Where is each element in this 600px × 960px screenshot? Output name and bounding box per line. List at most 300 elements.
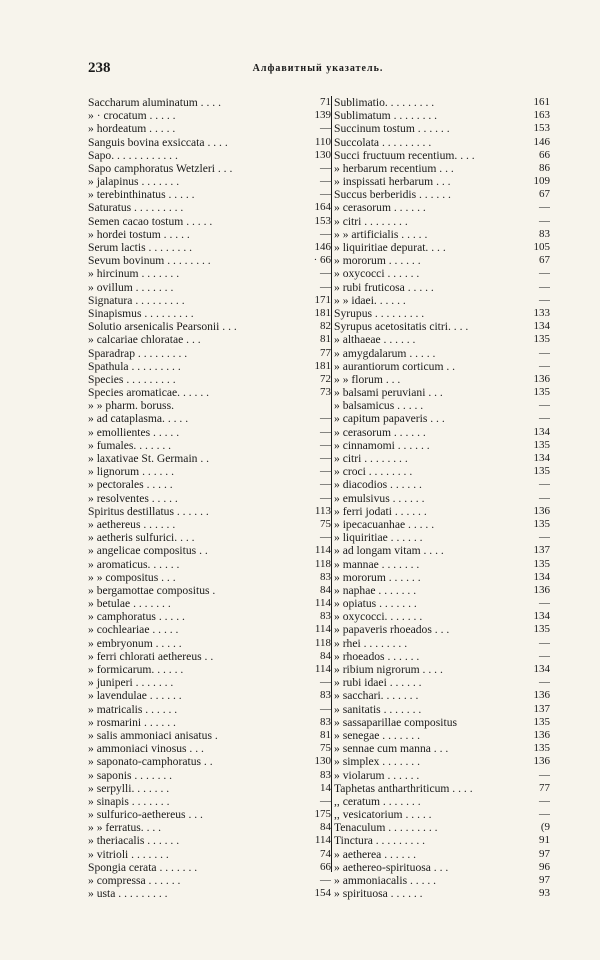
entry-term: Sublimatio. . . . . . . . . xyxy=(334,96,435,109)
index-entry xyxy=(88,742,331,755)
index-entry xyxy=(332,755,550,768)
entry-page-number: 136 xyxy=(533,583,550,596)
index-entry xyxy=(332,307,550,320)
index-entry xyxy=(332,689,550,702)
entry-term: » cinnamomi . . . . . . xyxy=(334,438,430,452)
entry-page-number: 86 xyxy=(539,161,550,174)
entry-term: » resolventes . . . . . xyxy=(88,491,178,505)
index-entry xyxy=(88,465,331,478)
entry-term: Semen cacao tostum . . . . . xyxy=(88,214,213,228)
entry-term: » formicarum. . . . . . xyxy=(88,663,184,677)
entry-page-number: — xyxy=(539,346,550,359)
index-entry xyxy=(88,333,331,346)
entry-term: » laxativae St. Germain . . xyxy=(88,452,210,466)
entry-term: » matricalis . . . . . . xyxy=(88,702,178,716)
index-entry xyxy=(332,175,550,188)
entry-page-number: 72 xyxy=(320,372,331,385)
index-entry xyxy=(332,848,550,861)
entry-page-number: 136 xyxy=(533,689,550,702)
entry-term: Sublimatum . . . . . . . . xyxy=(334,109,438,123)
entry-term: » balsami peruviani . . . xyxy=(334,386,443,400)
entry-term: » pectorales . . . . . xyxy=(88,478,173,492)
entry-page-number: 175 xyxy=(314,808,331,821)
entry-page-number: 181 xyxy=(314,359,331,372)
entry-page-number: 97 xyxy=(539,874,550,887)
index-entry xyxy=(332,795,550,808)
index-entry xyxy=(88,96,331,109)
entry-term: » liquiritiae depurat. . . . xyxy=(334,241,446,255)
index-entry xyxy=(88,716,331,729)
entry-page-number: 105 xyxy=(533,241,550,254)
entry-page-number: 134 xyxy=(533,610,550,623)
entry-page-number: 135 xyxy=(533,518,550,530)
index-entry xyxy=(88,307,331,320)
entry-page-number: 133 xyxy=(533,307,550,319)
entry-page-number: — xyxy=(320,491,331,504)
index-entry xyxy=(332,610,550,623)
index-entry xyxy=(88,518,331,531)
entry-page-number: 83 xyxy=(320,570,331,583)
entry-term: » citri . . . . . . . . xyxy=(334,452,408,466)
entry-page-number: 114 xyxy=(314,597,331,610)
entry-page-number: — xyxy=(320,676,331,689)
entry-term: ,, vesicatorium . . . . . xyxy=(334,808,432,822)
entry-term: » saponato-camphoratus . . xyxy=(88,755,213,769)
index-entry xyxy=(88,492,331,505)
entry-term: » ovillum . . . . . . . xyxy=(88,280,174,294)
entry-page-number: 71 xyxy=(320,96,331,108)
index-entry xyxy=(332,571,550,584)
index-entry xyxy=(332,228,550,241)
index-entry xyxy=(88,267,331,280)
index-entry xyxy=(332,558,550,571)
entry-page-number: 77 xyxy=(539,781,550,794)
index-entry xyxy=(332,413,550,426)
entry-term: Syrupus acetositatis citri. . . . xyxy=(334,320,469,334)
index-entry xyxy=(88,241,331,254)
entry-term: » vitrioli . . . . . . . xyxy=(88,847,169,861)
entry-term: » inspissati herbarum . . . xyxy=(334,175,451,189)
entry-term: » serpylli. . . . . . . xyxy=(88,781,170,795)
entry-term: » herbarum recentium . . . xyxy=(334,161,454,175)
entry-term: » saponis . . . . . . . xyxy=(88,768,173,782)
entry-page-number: 164 xyxy=(314,201,331,214)
index-entry xyxy=(88,848,331,861)
entry-page-number: 66 xyxy=(320,860,331,873)
entry-term: » » ferratus. . . . xyxy=(88,821,162,835)
index-entry xyxy=(332,782,550,795)
entry-page-number: — xyxy=(539,399,550,412)
index-entry xyxy=(332,267,550,280)
entry-term: Solutio arsenicalis Pearsonii . . . xyxy=(88,320,237,334)
entry-term: » sassaparillae compositus xyxy=(334,715,457,729)
entry-page-number: 134 xyxy=(533,570,550,583)
index-entry xyxy=(332,162,550,175)
entry-page-number: 73 xyxy=(320,386,331,399)
entry-page-number: — xyxy=(320,161,331,174)
index-entry xyxy=(88,281,331,294)
entry-page-number: 84 xyxy=(320,821,331,834)
entry-term: » oxycocci . . . . . . xyxy=(334,267,420,281)
index-entry xyxy=(332,439,550,452)
entry-term: Saccharum aluminatum . . . . xyxy=(88,96,221,109)
entry-page-number: — xyxy=(539,768,550,781)
entry-term: » hircinum . . . . . . . xyxy=(88,267,180,281)
entry-term: » betulae . . . . . . . xyxy=(88,597,171,611)
index-entry xyxy=(88,531,331,544)
entry-page-number: 96 xyxy=(539,860,550,873)
entry-term: » diacodios . . . . . . xyxy=(334,478,422,492)
entry-page-number: (9 xyxy=(540,821,550,834)
entry-term: ,, ceratum . . . . . . . xyxy=(334,794,421,808)
index-entry xyxy=(332,333,550,346)
entry-term: » rhoeados . . . . . . xyxy=(334,649,420,663)
index-entry xyxy=(332,835,550,848)
entry-term: » capitum papaveris . . . xyxy=(334,412,445,426)
entry-term: » violarum . . . . . . xyxy=(334,768,420,782)
entry-term: Succus berberidis . . . . . . xyxy=(334,188,451,202)
entry-page-number: — xyxy=(539,293,550,306)
entry-page-number: 134 xyxy=(533,320,550,333)
entry-page-number: — xyxy=(539,214,550,227)
index-entry xyxy=(88,426,331,439)
entry-page-number: 84 xyxy=(320,583,331,596)
index-entry xyxy=(88,175,331,188)
entry-page-number: — xyxy=(320,280,331,293)
entry-term: » rosmarini . . . . . . xyxy=(88,715,176,729)
entry-page-number: 14 xyxy=(320,781,331,794)
index-entry xyxy=(88,439,331,452)
entry-term: Signatura . . . . . . . . . xyxy=(88,293,185,307)
entry-page-number: — xyxy=(539,267,550,280)
index-entry xyxy=(88,571,331,584)
index-entry xyxy=(88,782,331,795)
entry-page-number: — xyxy=(320,531,331,544)
index-entry xyxy=(88,650,331,663)
entry-page-number: 171 xyxy=(314,293,331,306)
entry-term: » oxycocci. . . . . . . xyxy=(334,610,423,624)
entry-page-number: 109 xyxy=(533,175,550,188)
entry-term: » liquiritiae . . . . . . xyxy=(334,531,423,545)
index-entry xyxy=(332,676,550,689)
index-entry xyxy=(332,109,550,122)
entry-term: » hordeatum . . . . . xyxy=(88,122,176,136)
entry-page-number: 74 xyxy=(320,847,331,860)
entry-page-number: 77 xyxy=(320,346,331,359)
entry-page-number: — xyxy=(539,412,550,425)
entry-term: » aurantiorum corticum . . xyxy=(334,359,456,373)
entry-term: » emollientes . . . . . xyxy=(88,425,180,439)
entry-term: » cochleariae . . . . . xyxy=(88,623,179,637)
entry-term: » aetherea . . . . . . xyxy=(334,847,417,861)
index-entry xyxy=(332,861,550,874)
entry-page-number: — xyxy=(320,794,331,807)
index-entry xyxy=(88,386,331,399)
index-entry xyxy=(88,149,331,162)
index-entry xyxy=(332,808,550,821)
index-entry xyxy=(88,188,331,201)
page-header xyxy=(88,60,548,80)
index-entry xyxy=(332,202,550,215)
index-entry xyxy=(332,505,550,518)
entry-term: » ammoniaci vinosus . . . xyxy=(88,742,204,756)
entry-page-number: 139 xyxy=(314,109,331,122)
entry-term: » emulsivus . . . . . . xyxy=(334,491,425,505)
entry-page-number: 135 xyxy=(533,438,550,451)
entry-page-number: — xyxy=(320,874,331,887)
entry-page-number: — xyxy=(320,267,331,280)
entry-page-number: — xyxy=(320,175,331,188)
index-entry xyxy=(332,452,550,465)
entry-page-number: 75 xyxy=(320,742,331,755)
entry-page-number: 153 xyxy=(533,122,550,135)
entry-page-number: — xyxy=(539,808,550,821)
index-entry xyxy=(332,386,550,399)
entry-page-number: — xyxy=(539,280,550,293)
index-entry xyxy=(332,703,550,716)
entry-page-number: 66 xyxy=(539,148,550,161)
entry-term: » ferri jodati . . . . . . xyxy=(334,504,427,518)
entry-term: » aethereus . . . . . . xyxy=(88,518,176,531)
index-entry xyxy=(88,676,331,689)
entry-term: Sinapismus . . . . . . . . . xyxy=(88,307,194,320)
entry-page-number: — xyxy=(539,676,550,689)
index-entry xyxy=(88,821,331,834)
index-column-left xyxy=(88,96,331,901)
entry-page-number: 67 xyxy=(539,188,550,201)
entry-page-number: — xyxy=(539,478,550,491)
entry-page-number: 136 xyxy=(533,729,550,741)
entry-term: » · crocatum . . . . . xyxy=(88,109,176,123)
entry-page-number: 135 xyxy=(533,386,550,399)
entry-term: Tinctura . . . . . . . . . xyxy=(334,834,426,848)
index-entry xyxy=(332,215,550,228)
entry-page-number: — xyxy=(320,188,331,201)
entry-page-number: — xyxy=(320,438,331,451)
entry-page-number: 154 xyxy=(314,887,331,900)
entry-page-number: — xyxy=(539,597,550,610)
entry-term: » rhei . . . . . . . . xyxy=(334,636,408,650)
entry-term: » bergamottae compositus . xyxy=(88,583,216,597)
index-entry xyxy=(332,399,550,412)
index-entry xyxy=(88,663,331,676)
entry-term: » simplex . . . . . . . xyxy=(334,755,420,769)
entry-page-number: 137 xyxy=(533,702,550,715)
entry-page-number: 81 xyxy=(320,333,331,346)
entry-term: Succolata . . . . . . . . . xyxy=(334,135,432,149)
entry-page-number: 91 xyxy=(539,834,550,847)
index-entry xyxy=(88,861,331,874)
entry-term: » naphae . . . . . . . xyxy=(334,583,417,597)
entry-page-number: 135 xyxy=(533,465,550,478)
entry-term: » sacchari. . . . . . . xyxy=(334,689,419,703)
entry-page-number: 67 xyxy=(539,254,550,267)
index-entry xyxy=(332,320,550,333)
index-entry xyxy=(88,478,331,491)
entry-term: » ad cataplasma. . . . . xyxy=(88,412,189,426)
entry-page-number: — xyxy=(320,478,331,491)
entry-term: » aethereo-spirituosa . . . xyxy=(334,860,449,874)
index-column-right xyxy=(332,96,550,901)
entry-page-number: 113 xyxy=(314,504,331,517)
index-entry xyxy=(88,544,331,557)
index-columns xyxy=(88,96,550,901)
index-entry xyxy=(88,202,331,215)
entry-page-number: 161 xyxy=(533,96,550,108)
index-entry xyxy=(332,347,550,360)
entry-page-number: 114 xyxy=(314,544,331,557)
entry-page-number: 114 xyxy=(314,623,331,636)
entry-term: Sevum bovinum . . . . . . . . xyxy=(88,254,211,268)
entry-page-number: 134 xyxy=(533,425,550,438)
entry-term: Spongia cerata . . . . . . . xyxy=(88,860,198,874)
entry-term: » althaeae . . . . . . xyxy=(334,333,416,347)
entry-page-number: — xyxy=(320,425,331,438)
entry-term: » senegae . . . . . . . xyxy=(334,729,420,742)
index-entry xyxy=(88,558,331,571)
entry-page-number: — xyxy=(539,794,550,807)
entry-page-number: 81 xyxy=(320,729,331,741)
entry-page-number: 136 xyxy=(533,504,550,517)
entry-page-number: 114 xyxy=(314,834,331,847)
index-entry xyxy=(332,136,550,149)
entry-term: » lavendulae . . . . . . xyxy=(88,689,182,703)
index-entry xyxy=(88,347,331,360)
entry-page-number: 135 xyxy=(533,333,550,346)
entry-page-number: — xyxy=(539,491,550,504)
index-entry xyxy=(88,109,331,122)
index-entry xyxy=(332,373,550,386)
index-entry xyxy=(332,597,550,610)
index-entry xyxy=(332,887,550,900)
entry-term: Taphetas antharthriticum . . . . xyxy=(334,781,473,795)
entry-page-number: · 66 xyxy=(313,254,331,267)
entry-term: » fumales. . . . . . . xyxy=(88,438,172,452)
entry-term: » camphoratus . . . . . xyxy=(88,610,185,624)
entry-page-number: — xyxy=(320,227,331,240)
index-entry xyxy=(88,228,331,241)
index-entry xyxy=(332,544,550,557)
entry-page-number: 146 xyxy=(533,135,550,148)
index-entry xyxy=(332,188,550,201)
index-entry xyxy=(332,465,550,478)
index-entry xyxy=(88,808,331,821)
entry-term: » » pharm. boruss. xyxy=(88,399,174,413)
entry-page-number: 136 xyxy=(533,755,550,768)
index-entry xyxy=(332,492,550,505)
entry-term: Succi fructuum recentium. . . . xyxy=(334,148,475,162)
index-entry xyxy=(332,360,550,373)
index-entry xyxy=(88,835,331,848)
entry-term: » ammoniacalis . . . . . xyxy=(334,874,437,888)
entry-page-number: 82 xyxy=(320,320,331,333)
index-entry xyxy=(88,689,331,702)
entry-term: » embryonum . . . . . xyxy=(88,636,182,650)
entry-page-number: 93 xyxy=(539,887,550,900)
index-entry xyxy=(332,637,550,650)
index-entry xyxy=(88,399,331,412)
entry-term: Species . . . . . . . . . xyxy=(88,372,176,386)
entry-page-number: 146 xyxy=(314,241,331,254)
entry-term: » sennae cum manna . . . xyxy=(334,742,449,756)
entry-page-number: 135 xyxy=(533,742,550,755)
entry-page-number: 135 xyxy=(533,557,550,570)
entry-term: » usta . . . . . . . . . xyxy=(88,887,168,901)
entry-term: Sanguis bovina exsiccata . . . . xyxy=(88,135,228,149)
index-entry xyxy=(332,584,550,597)
entry-term: » aromaticus. . . . . . xyxy=(88,557,180,571)
entry-term: » compressa . . . . . . xyxy=(88,874,181,888)
entry-term: » » florum . . . xyxy=(334,372,401,386)
entry-term: » ribium nigrorum . . . . xyxy=(334,663,443,677)
index-entry xyxy=(332,241,550,254)
entry-term: » rubi fruticosa . . . . . xyxy=(334,280,434,294)
index-entry xyxy=(332,531,550,544)
index-entry xyxy=(88,505,331,518)
entry-term: » hordei tostum . . . . . xyxy=(88,227,190,241)
entry-term: » papaveris rhoeados . . . xyxy=(334,623,450,637)
entry-page-number: 135 xyxy=(533,715,550,728)
entry-page-number: 118 xyxy=(314,557,331,570)
index-entry xyxy=(88,254,331,267)
index-entry xyxy=(332,729,550,742)
entry-page-number: 130 xyxy=(314,755,331,768)
entry-page-number: 75 xyxy=(320,518,331,530)
entry-page-number: 181 xyxy=(314,307,331,319)
entry-term: » jalapinus . . . . . . . xyxy=(88,175,180,189)
entry-term: » amygdalarum . . . . . xyxy=(334,346,436,360)
entry-term: » aetheris sulfurici. . . . xyxy=(88,531,195,545)
entry-page-number: 83 xyxy=(320,610,331,623)
index-entry xyxy=(88,597,331,610)
entry-page-number: 130 xyxy=(314,148,331,161)
entry-page-number: — xyxy=(539,359,550,372)
index-entry xyxy=(332,821,550,834)
entry-term: Sapo camphoratus Wetzleri . . . xyxy=(88,161,233,175)
entry-term: » mororum . . . . . . xyxy=(334,570,421,584)
index-entry xyxy=(332,96,550,109)
index-entry xyxy=(88,755,331,768)
index-entry xyxy=(88,360,331,373)
index-entry xyxy=(88,703,331,716)
entry-page-number: — xyxy=(539,531,550,544)
entry-term: » citri . . . . . . . . xyxy=(334,214,408,228)
entry-page-number: — xyxy=(539,201,550,214)
entry-term: Sapo. . . . . . . . . . . . xyxy=(88,148,178,162)
entry-term: » opiatus . . . . . . . xyxy=(334,597,417,611)
index-entry xyxy=(88,584,331,597)
entry-term: » ad longam vitam . . . . xyxy=(334,544,444,558)
index-entry xyxy=(332,874,550,887)
entry-page-number: — xyxy=(320,452,331,465)
entry-term: » salis ammoniaci anisatus . xyxy=(88,729,218,742)
index-entry xyxy=(88,769,331,782)
index-entry xyxy=(88,874,331,887)
entry-term: Tenaculum . . . . . . . . . xyxy=(334,821,438,835)
entry-term: » mannae . . . . . . . xyxy=(334,557,420,571)
index-entry xyxy=(332,281,550,294)
index-entry xyxy=(88,413,331,426)
index-entry xyxy=(88,887,331,900)
entry-page-number: — xyxy=(320,412,331,425)
entry-term: » cerasorum . . . . . . xyxy=(334,425,426,439)
index-entry xyxy=(332,478,550,491)
entry-page-number: 83 xyxy=(320,689,331,702)
running-title: Алфавитный указатель. xyxy=(252,63,384,74)
entry-page-number: 83 xyxy=(539,227,550,240)
entry-term: Species aromaticae. . . . . . xyxy=(88,386,210,400)
entry-page-number: — xyxy=(320,122,331,135)
